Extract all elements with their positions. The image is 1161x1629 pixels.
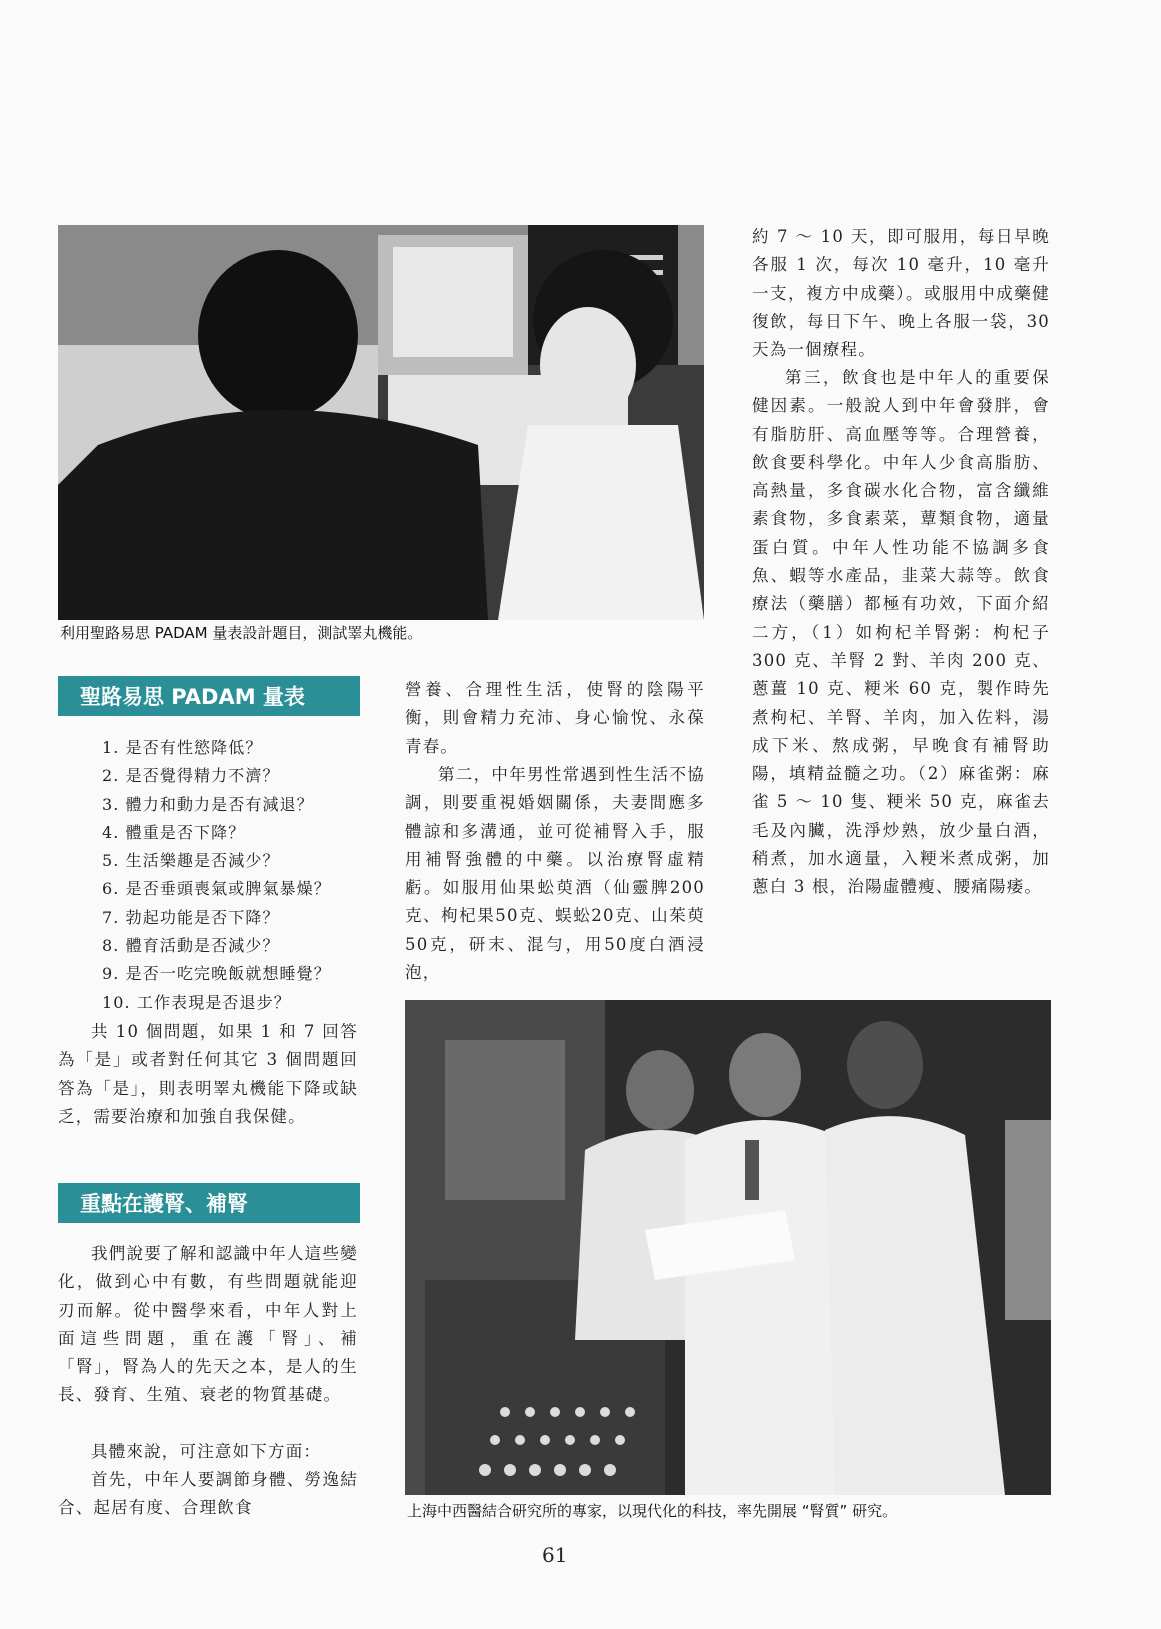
question-item: 5. 生活樂趣是否減少？	[102, 851, 280, 871]
question-item: 2. 是否覺得精力不濟？	[102, 766, 280, 786]
padam-question-list	[102, 734, 331, 1017]
photo-2-image	[405, 1000, 1051, 1495]
photo-1-image	[58, 225, 704, 620]
column-3-paragraph-1: 約 7 ～ 10 天，即可服用，每日早晚各服 1 次，每次 10 毫升，10 毫升一支，複方中成藥）。或服用中成藥健復飲，每日下午、晚上各服一袋，30 天為一個療程。	[752, 227, 1050, 360]
page-number: 61	[542, 1543, 568, 1567]
question-item: 8. 體育活動是否減少？	[102, 936, 280, 956]
section-heading-padam: 聖路易思 PADAM 量表	[58, 676, 360, 716]
question-item: 9. 是否一吃完晚飯就想睡覺？	[102, 964, 331, 984]
question-item: 1. 是否有性慾降低？	[102, 738, 263, 757]
photo-2-caption: 上海中西醫結合研究所的專家，以現代化的科技，率先開展 “腎質” 研究。	[407, 1502, 898, 1520]
kidney-paragraph-1: 我們說要了解和認識中年人這些變化，做到心中有數，有些問題就能迎刃而解。從中醫學來看，中年人對上面這些問題，重在護「腎」、補「腎」，腎為人的先天之本，是人的生長、發育、生殖、衰老的物質基礎。	[58, 1244, 358, 1405]
section-heading-kidney: 重點在護腎、補腎	[58, 1183, 360, 1223]
lab-consultation-photo	[58, 225, 704, 620]
column-3-paragraph-2: 第三，飲食也是中年人的重要保健因素。一般說人到中年會發胖，會有脂肪肝、高血壓等等。合理營養，飲食要科學化。中年人少食高脂肪、高熱量，多食碳水化合物，富含纖維素食物，多食素菜，蕈類食物，適量蛋白質。中年人性功能不協調多食魚、蝦等水產品，韭菜大蒜等。飲食療法（藥膳）都極有功效，下面介紹二方，（1）如枸杞羊腎粥：枸杞子 300 克、羊腎 2 對、羊肉 200 克、蔥薑 10 克、粳米 60 克，製作時先煮枸杞、羊腎、羊肉，加入佐料，湯成下米、熬成粥，早晚食有補腎助陽，填精益髓之功。（2）麻雀粥：麻雀 5 ～ 10 隻、粳米 50 克，麻雀去毛及內臟，洗淨炒熟，放少量白酒，稍煮，加水適量，入粳米煮成粥，加蔥白 3 根，治陽虛體瘦、腰痛陽痿。	[752, 368, 1050, 897]
padam-summary: 共 10 個問題，如果 1 和 7 回答為「是」或者對任何其它 3 個問題回答為「是」，則表明睪丸機能下降或缺乏，需要治療和加強自我保健。	[58, 1022, 358, 1126]
question-item: 4. 體重是否下降？	[102, 822, 246, 842]
question-item: 6. 是否垂頭喪氣或脾氣暴燥？	[102, 879, 331, 899]
question-item: 7. 勃起功能是否下降？	[102, 907, 280, 927]
column-2-paragraph-2: 第二，中年男性常遇到性生活不協調，則要重視婚姻關係，夫妻間應多體諒和多溝通，並可從補腎入手，服用補腎強體的中藥。以治療腎虛精虧。如服用仙果蚣萸酒（仙靈脾200克、枸杞果50克、蜈蚣20克、山茱萸50克，研末、混勻，用50度白酒浸泡，	[405, 765, 705, 983]
kidney-paragraph-2: 具體來說，可注意如下方面：	[91, 1442, 322, 1461]
question-item: 3. 體力和動力是否有減退？	[102, 794, 314, 814]
photo-1-caption: 利用聖路易思 PADAM 量表設計題目，測試睪丸機能。	[60, 624, 423, 642]
question-item: 10. 工作表現是否退步？	[102, 992, 291, 1012]
kidney-paragraph-3: 首先，中年人要調節身體、勞逸結合、起居有度、合理飲食	[58, 1470, 358, 1518]
column-2-paragraph-1: 營養、合理性生活，使腎的陰陽平衡，則會精力充沛、身心愉悅、永葆青春。	[405, 680, 705, 756]
researchers-photo	[405, 1000, 1051, 1495]
